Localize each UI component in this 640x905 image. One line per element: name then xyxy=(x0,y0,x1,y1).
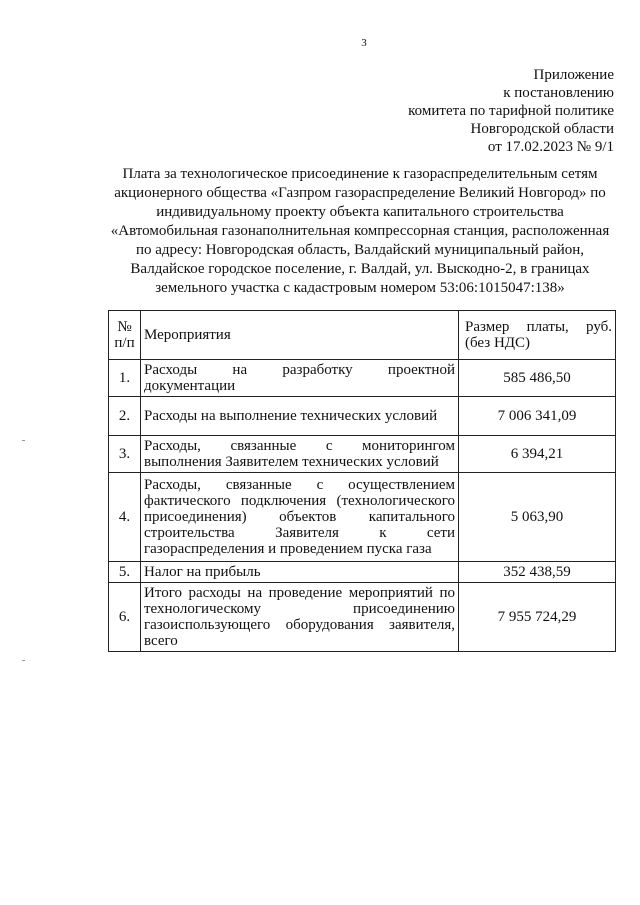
appendix-line: комитета по тарифной политике xyxy=(408,103,614,119)
table-row xyxy=(109,397,616,436)
appendix-block xyxy=(408,66,614,156)
title-line: по адресу: Новгородская область, Валдайский муниципальный район, xyxy=(135,242,585,258)
row-fee: 7 006 341,09 xyxy=(459,397,616,436)
row-fee: 5 063,90 xyxy=(459,473,616,562)
table-row xyxy=(109,360,616,397)
header-fee: Размер платы, руб. (без НДС) xyxy=(459,311,616,360)
title-line: Плата за технологическое присоединение к газораспределительным сетям xyxy=(122,166,598,182)
document-title xyxy=(104,165,616,298)
title-line: акционерного общества «Газпром газораспределение Великий Новгород» по xyxy=(114,185,606,201)
row-num: 1. xyxy=(109,360,141,397)
page-number: 3 xyxy=(361,37,367,49)
table-header-row xyxy=(109,311,616,360)
fees-table xyxy=(108,310,616,652)
appendix-line: к постановлению xyxy=(503,85,614,101)
row-event: Расходы, связанные с осуществлением фактического подключения (технологического присоединения) объектов капитального строительства Заявителя к сети газораспределения и проведением пуска газа xyxy=(141,473,459,562)
appendix-line: Приложение xyxy=(533,67,614,83)
header-num: № п/п xyxy=(109,311,141,360)
appendix-line: от 17.02.2023 № 9/1 xyxy=(487,139,614,155)
row-fee: 7 955 724,29 xyxy=(459,583,616,652)
row-fee: 352 438,59 xyxy=(459,562,616,583)
table-row xyxy=(109,473,616,562)
title-line: земельного участка с кадастровым номером 53:06:1015047:138» xyxy=(155,280,565,296)
title-line: индивидуальному проекту объекта капитального строительства xyxy=(156,204,564,220)
row-event: Налог на прибыль xyxy=(141,562,459,583)
scan-mark xyxy=(22,440,25,441)
table-row xyxy=(109,583,616,652)
table-row xyxy=(109,562,616,583)
title-line: Валдайское городское поселение, г. Валдай, ул. Выскодно-2, в границах xyxy=(130,261,590,277)
row-num: 2. xyxy=(109,397,141,436)
scan-mark xyxy=(22,660,25,661)
row-num: 6. xyxy=(109,583,141,652)
table-row xyxy=(109,436,616,473)
row-num: 5. xyxy=(109,562,141,583)
title-line: «Автомобильная газонаполнительная компрессорная станция, расположенная xyxy=(110,223,610,239)
row-event: Расходы на выполнение технических условий xyxy=(141,397,459,436)
row-num: 4. xyxy=(109,473,141,562)
appendix-line: Новгородской области xyxy=(470,121,614,137)
row-event: Итого расходы на проведение мероприятий по технологическому присоединению газоиспользующего оборудования заявителя, всего xyxy=(141,583,459,652)
row-event: Расходы на разработку проектной документации xyxy=(141,360,459,397)
header-event: Мероприятия xyxy=(141,311,459,360)
row-fee: 6 394,21 xyxy=(459,436,616,473)
row-event: Расходы, связанные с мониторингом выполнения Заявителем технических условий xyxy=(141,436,459,473)
row-num: 3. xyxy=(109,436,141,473)
row-fee: 585 486,50 xyxy=(459,360,616,397)
